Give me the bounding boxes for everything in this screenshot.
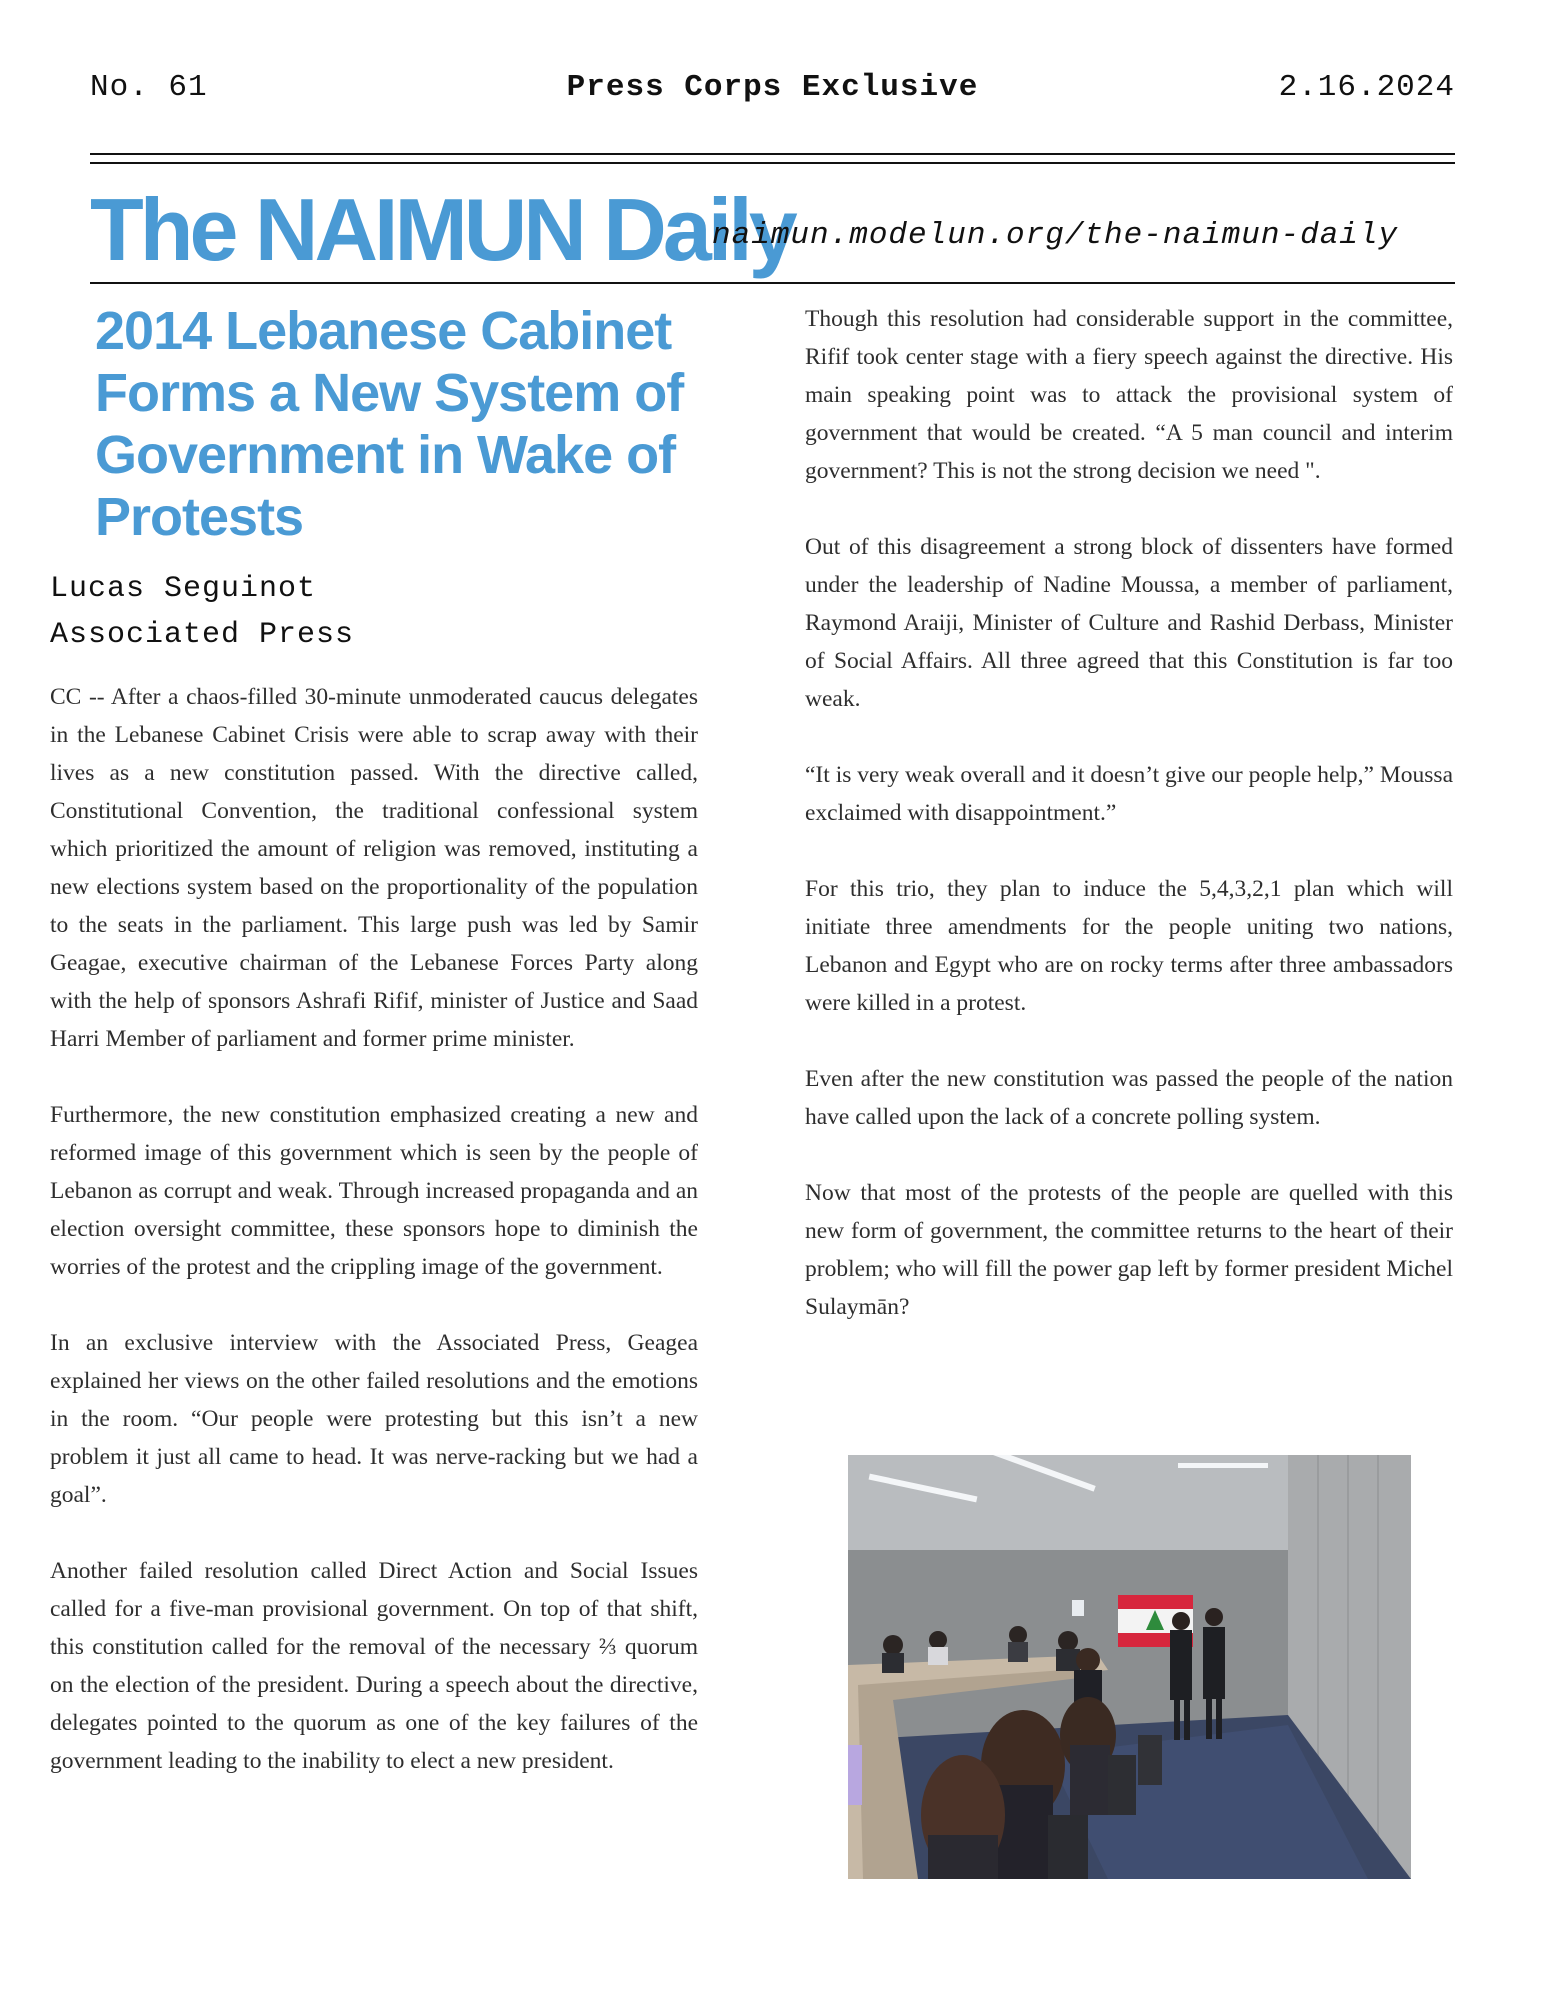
chair [1108,1755,1136,1815]
masthead-url[interactable]: naimun.modelun.org/the-naimun-daily [712,218,1399,253]
article-paragraph: Though this resolution had considerable support in the committee, Rifif took center stage with a fiery speech against the directive. His main speaking point was to attack the provisional system of government that would be created. “A 5 man council and interim government? This is not the strong decision we need ". [805,306,1453,484]
committee-room-illustration [848,1455,1411,1879]
article-paragraph: Now that most of the protests of the people are quelled with this new form of government, the committee returns to the heart of their problem; who will fill the power gap left by former president Michel Sulaymān? [805,1180,1453,1320]
article-paragraph: Another failed resolution called Direct Action and Social Issues called for a five-man provisional government. On top of that shift, this constitution called for the removal of the necessary ⅔ quorum on the election of the president. During a speech about the directive, delegates pointed to the quorum as one of the key failures of the government leading to the inability to elect a new president. [50,1558,698,1774]
committee-room-photo [848,1455,1411,1879]
byline [50,566,354,658]
article-paragraph: Even after the new constitution was passed the people of the nation have called upon the lack of a concrete polling system. [805,1066,1453,1130]
issue-date: 2.16.2024 [1278,70,1455,105]
masthead-title: The NAIMUN Daily [90,180,794,279]
section-label: Press Corps Exclusive [566,70,979,105]
article-paragraph: Out of this disagreement a strong block of dissenters have formed under the leadership of Nadine Moussa, a member of parliament, Raymond Araiji, Minister of Culture and Rashid Derbass, Minister of Social Affairs. All three agreed that this Constitution is far too weak. [805,534,1453,712]
article-paragraph: In an exclusive interview with the Associated Press, Geagea explained her views on the other failed resolutions and the emotions in the room. “Our people were protesting but this isn’t a new problem it just all came to head. It was nerve-racking but we had a goal”. [50,1330,698,1508]
article-column-left [50,678,698,1818]
ceiling-light [1178,1463,1268,1468]
author-name: Lucas Seguinot [50,572,317,606]
article-headline: 2014 Lebanese Cabinet Forms a New System of Government in Wake of Protests [95,301,684,547]
header-rule-bottom [90,162,1455,164]
issue-header [90,70,1455,114]
masthead-rule [90,282,1455,284]
article-paragraph: For this trio, they plan to induce the 5,4,3,2,1 plan which will initiate three amendments for the people uniting two nations, Lebanon and Egypt who are on rocky terms after three ambassadors were killed in a protest. [805,876,1453,1016]
article-paragraph: Furthermore, the new constitution emphasized creating a new and reformed image of this government which is seen by the people of Lebanon as corrupt and weak. Through increased propaganda and an election oversight committee, these sponsors hope to diminish the worries of the protest and the crippling image of the government. [50,1102,698,1280]
standing-delegate [1170,1630,1192,1700]
article-paragraph: CC -- After a chaos-filled 30-minute unmoderated caucus delegates in the Lebanese Cabinet Crisis were able to scrap away with their lives as a new constitution passed. With the directive called, Constitutional Convention, the traditional confessional system which prioritized the amount of religion was removed, instituting a new elections system based on the proportionality of the population to the seats in the parliament. This large push was led by Samir Geagae, executive chairman of the Lebanese Forces Party along with the help of sponsors Ashrafi Rifif, minister of Justice and Saad Harri Member of parliament and former prime minister. [50,684,698,1052]
author-outlet: Associated Press [50,618,355,652]
header-rule-top [90,153,1455,155]
article-paragraph: “It is very weak overall and it doesn’t give our people help,” Moussa exclaimed with disappointment.” [805,762,1453,826]
article-column-right [805,300,1453,1364]
issue-number: No. 61 [90,70,208,105]
standing-delegate [1203,1627,1225,1699]
